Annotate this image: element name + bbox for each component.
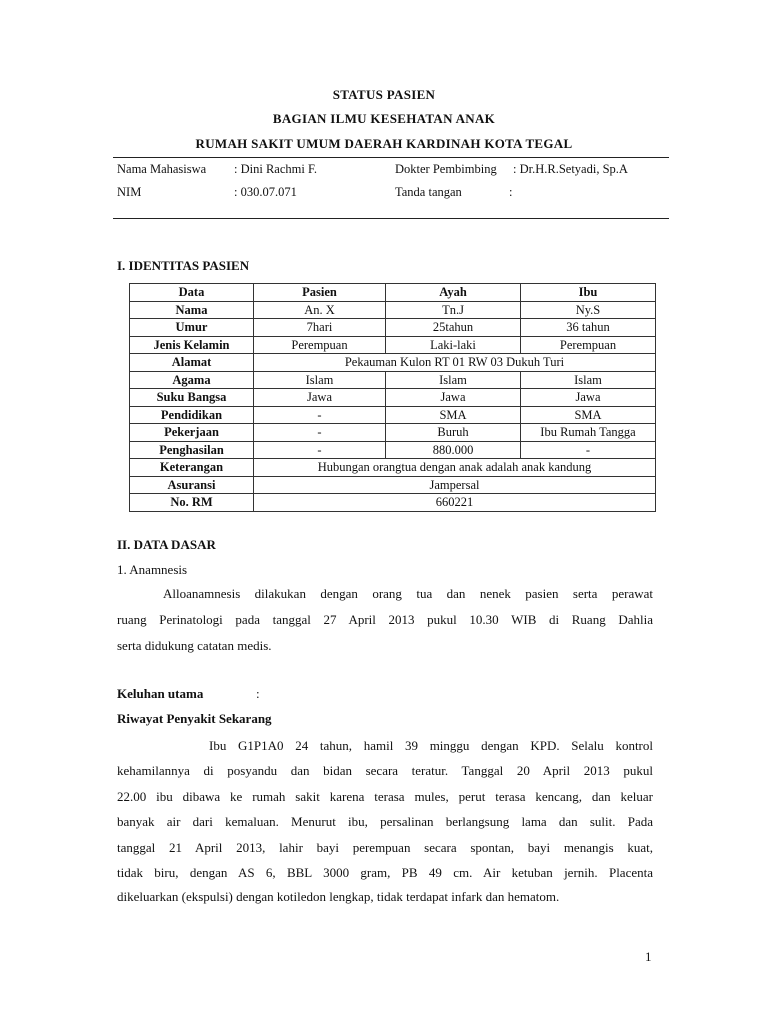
student-name-value: : Dini Rachmi F. — [234, 162, 318, 176]
row-label: Nama — [130, 301, 254, 319]
row-label: Pekerjaan — [130, 424, 254, 442]
table-row — [130, 319, 656, 337]
cell-pasien: - — [254, 406, 386, 424]
cell-pasien: Jawa — [254, 389, 386, 407]
chief-complaint-label: Keluhan utama — [117, 686, 204, 701]
title-department: BAGIAN ILMU KESEHATAN ANAK — [272, 111, 496, 126]
cell-pasien: - — [254, 441, 386, 459]
anamnesis-line: Alloanamnesis dilakukan dengan orang tua dan nenek pasien serta perawat — [163, 586, 653, 601]
title-status-pasien: STATUS PASIEN — [332, 87, 436, 102]
row-label: Suku Bangsa — [130, 389, 254, 407]
nim-value: : 030.07.071 — [234, 185, 297, 199]
cell-ibu: 36 tahun — [521, 319, 656, 337]
nim-label: NIM — [117, 185, 142, 199]
history-line: kehamilannya di posyandu dan bidan secara teratur. Tanggal 20 April 2013 pukul — [117, 763, 653, 778]
history-line: Ibu G1P1A0 24 tahun, hamil 39 minggu dengan KPD. Selalu kontrol — [209, 738, 653, 753]
student-name-label: Nama Mahasiswa — [117, 162, 207, 176]
supervisor-label: Dokter Pembimbing — [395, 162, 497, 176]
cell-ibu: Ibu Rumah Tangga — [521, 424, 656, 442]
row-label: Agama — [130, 371, 254, 389]
cell-ayah: SMA — [386, 406, 521, 424]
table-row — [130, 406, 656, 424]
page-number: 1 — [645, 949, 652, 964]
table-row — [130, 459, 656, 477]
cell-ibu: Perempuan — [521, 336, 656, 354]
cell-pasien: An. X — [254, 301, 386, 319]
row-label: Alamat — [130, 354, 254, 372]
row-label: Umur — [130, 319, 254, 337]
table-header-row — [130, 284, 656, 302]
header-bottom-rule — [113, 218, 669, 219]
chief-complaint-colon: : — [256, 686, 260, 701]
table-row — [130, 441, 656, 459]
merged-cell: Jampersal — [254, 476, 656, 494]
history-label: Riwayat Penyakit Sekarang — [117, 711, 272, 726]
cell-ibu: Jawa — [521, 389, 656, 407]
cell-pasien: - — [254, 424, 386, 442]
signature-value: : — [509, 185, 513, 199]
cell-pasien: Islam — [254, 371, 386, 389]
merged-cell: Hubungan orangtua dengan anak adalah anak kandung — [254, 459, 656, 477]
title-hospital: RUMAH SAKIT UMUM DAERAH KARDINAH KOTA TEGAL — [195, 136, 573, 151]
cell-ibu: SMA — [521, 406, 656, 424]
cell-ayah: Buruh — [386, 424, 521, 442]
table-row — [130, 371, 656, 389]
section-identity-heading: I. IDENTITAS PASIEN — [117, 258, 250, 273]
column-header: Ibu — [521, 284, 656, 302]
signature-label: Tanda tangan — [395, 185, 462, 199]
section-basic-data-heading: II. DATA DASAR — [117, 537, 216, 552]
cell-pasien: Perempuan — [254, 336, 386, 354]
row-label: Keterangan — [130, 459, 254, 477]
table-row — [130, 424, 656, 442]
cell-ayah: Islam — [386, 371, 521, 389]
history-line: tidak biru, dengan AS 6, BBL 3000 gram, PB 49 cm. Air ketuban jernih. Placenta — [117, 865, 653, 880]
table-row — [130, 494, 656, 512]
cell-ayah: 25tahun — [386, 319, 521, 337]
cell-ayah: Tn.J — [386, 301, 521, 319]
cell-ayah: Laki-laki — [386, 336, 521, 354]
column-header: Data — [130, 284, 254, 302]
column-header: Ayah — [386, 284, 521, 302]
merged-cell: 660221 — [254, 494, 656, 512]
anamnesis-subheading: 1. Anamnesis — [117, 562, 188, 577]
header-top-rule — [113, 157, 669, 158]
cell-ibu: Ny.S — [521, 301, 656, 319]
supervisor-value: : Dr.H.R.Setyadi, Sp.A — [513, 162, 628, 176]
cell-ayah: 880.000 — [386, 441, 521, 459]
history-line: banyak air dari kemaluan. Menurut ibu, persalinan berlangsung lama dan sulit. Pada — [117, 814, 653, 829]
anamnesis-line: ruang Perinatologi pada tanggal 27 April 2013 pukul 10.30 WIB di Ruang Dahlia — [117, 612, 653, 627]
table-row — [130, 354, 656, 372]
table-row — [130, 336, 656, 354]
table-row — [130, 476, 656, 494]
table-row — [130, 301, 656, 319]
cell-ayah: Jawa — [386, 389, 521, 407]
row-label: Asuransi — [130, 476, 254, 494]
history-line: dikeluarkan (ekspulsi) dengan kotiledon lengkap, tidak terdapat infark dan hematom. — [117, 889, 560, 904]
cell-ibu: Islam — [521, 371, 656, 389]
anamnesis-line: serta didukung catatan medis. — [117, 638, 272, 653]
identity-table — [129, 283, 656, 512]
row-label: Pendidikan — [130, 406, 254, 424]
history-line: tanggal 21 April 2013, lahir bayi perempuan secara spontan, bayi menangis kuat, — [117, 840, 653, 855]
row-label: Penghasilan — [130, 441, 254, 459]
row-label: Jenis Kelamin — [130, 336, 254, 354]
column-header: Pasien — [254, 284, 386, 302]
history-line: 22.00 ibu dibawa ke rumah sakit karena terasa mules, perut terasa kencang, dan keluar — [117, 789, 653, 804]
merged-cell: Pekauman Kulon RT 01 RW 03 Dukuh Turi — [254, 354, 656, 372]
cell-pasien: 7hari — [254, 319, 386, 337]
cell-ibu: - — [521, 441, 656, 459]
table-row — [130, 389, 656, 407]
row-label: No. RM — [130, 494, 254, 512]
